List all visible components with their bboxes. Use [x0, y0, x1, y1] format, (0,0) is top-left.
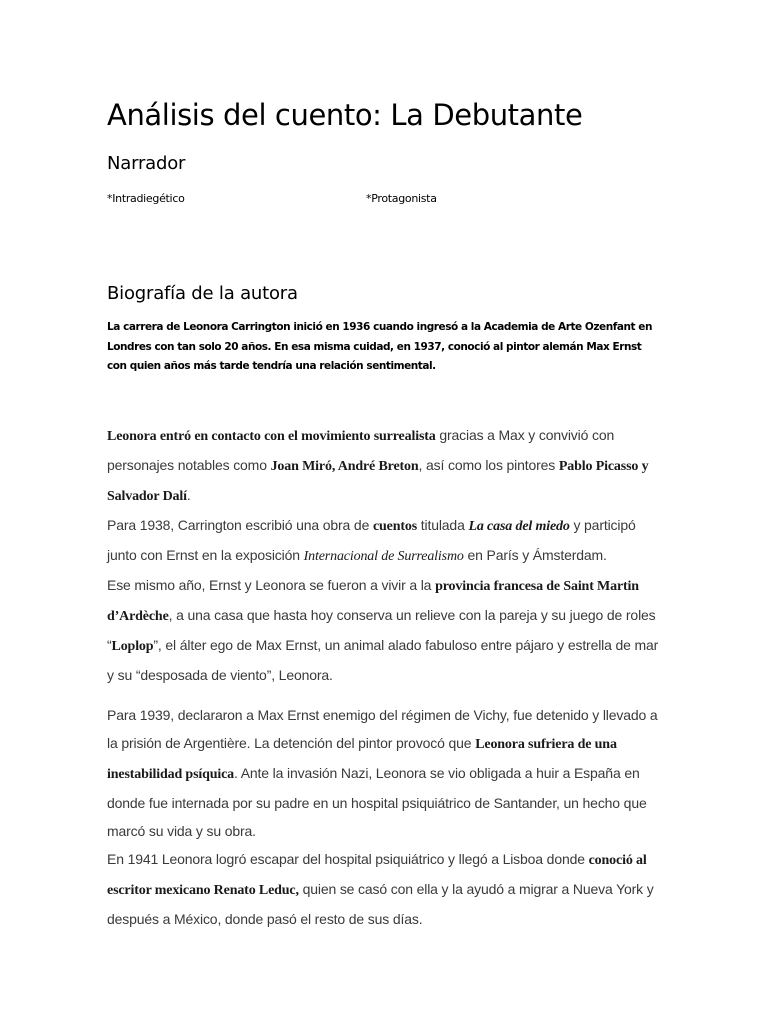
bold-phrase: provincia francesa de Saint Martin d’Ardèche — [107, 579, 639, 624]
text-run: Ese mismo año, Ernst y Leonora se fueron a vivir a la — [107, 577, 436, 593]
bold-phrase: conoció al escritor mexicano Renato Leduc, — [107, 853, 647, 898]
narrador-heading: Narrador — [107, 153, 186, 174]
text-run: . Ante la invasión Nazi, Leonora se vio obligada a huir a España en donde fue internada por su padre en un hospital psiquiátrico de Santander, un hecho que marcó su vida y su obra. — [107, 765, 647, 839]
text-run: Para 1938, Carrington escribió una obra de — [107, 517, 373, 533]
bold-phrase: Leonora entró en contacto con el movimiento surrealista — [107, 429, 436, 444]
bold-phrase: cuentos — [372, 519, 418, 534]
text-run: gracias a Max y convivió con personajes notables como — [107, 427, 615, 473]
text-run: en París y Ámsterdam. — [463, 547, 607, 563]
bold-phrase: Joan Miró, André Breton — [270, 459, 419, 474]
text-run: , a una casa que hasta hoy conserva un relieve con la pareja y su juego de roles “ — [107, 607, 656, 653]
paragraph-1941 — [107, 845, 667, 933]
bold-phrase: Pablo Picasso y Salvador Dalí — [107, 459, 649, 504]
bold-phrase: Leonora sufriera de una inestabilidad psíquica — [107, 737, 617, 782]
biografia-heading: Biografía de la autora — [107, 283, 298, 304]
book-title: La casa del miedo — [468, 519, 570, 534]
text-run: , así como los pintores — [418, 457, 559, 473]
document-title: Análisis del cuento: La Debutante — [107, 98, 583, 132]
paragraph-saint-martin — [107, 571, 667, 689]
text-run: En 1941 Leonora logró escapar del hospital psiquiátrico y llegó a Lisboa donde — [107, 851, 589, 867]
biography-text-block-2 — [107, 701, 667, 933]
text-run: ”, el álter ego de Max Ernst, un animal alado fabuloso entre pájaro y estrella de mar y su “desposada de viento”, Leonora. — [107, 637, 659, 683]
paragraph-1938 — [107, 511, 667, 571]
text-run: y participó junto con Ernst en la exposición — [107, 517, 636, 563]
biografia-intro-paragraph: La carrera de Leonora Carrington inició en 1936 cuando ingresó a la Academia de Arte Ozenfant en Londres con tan solo 20 años. En esa misma cuidad, en 1937, conoció al pintor alemán Max Ernst con quien años más tarde tendría una relación sentimental. — [107, 321, 652, 372]
paragraph-surrealismo — [107, 421, 667, 511]
text-run: quien se casó con ella y la ayudó a migrar a Nueva York y después a México, donde pasó el resto de sus días. — [107, 881, 654, 927]
narrador-type-protagonista: *Protagonista — [366, 192, 437, 205]
text-run: Para 1939, declararon a Max Ernst enemigo del régimen de Vichy, fue detenido y llevado a la prisión de Argentière. La detención del pintor provocó que — [107, 707, 658, 751]
text-run: titulada — [417, 517, 469, 533]
biography-text-block-1 — [107, 421, 667, 689]
narrador-type-intradiegetico: *Intradiegético — [107, 192, 185, 205]
text-run: . — [186, 487, 191, 503]
bold-phrase: Loplop — [111, 639, 154, 654]
paragraph-1939 — [107, 701, 667, 845]
exhibition-title: Internacional de Surrealismo — [303, 549, 464, 564]
